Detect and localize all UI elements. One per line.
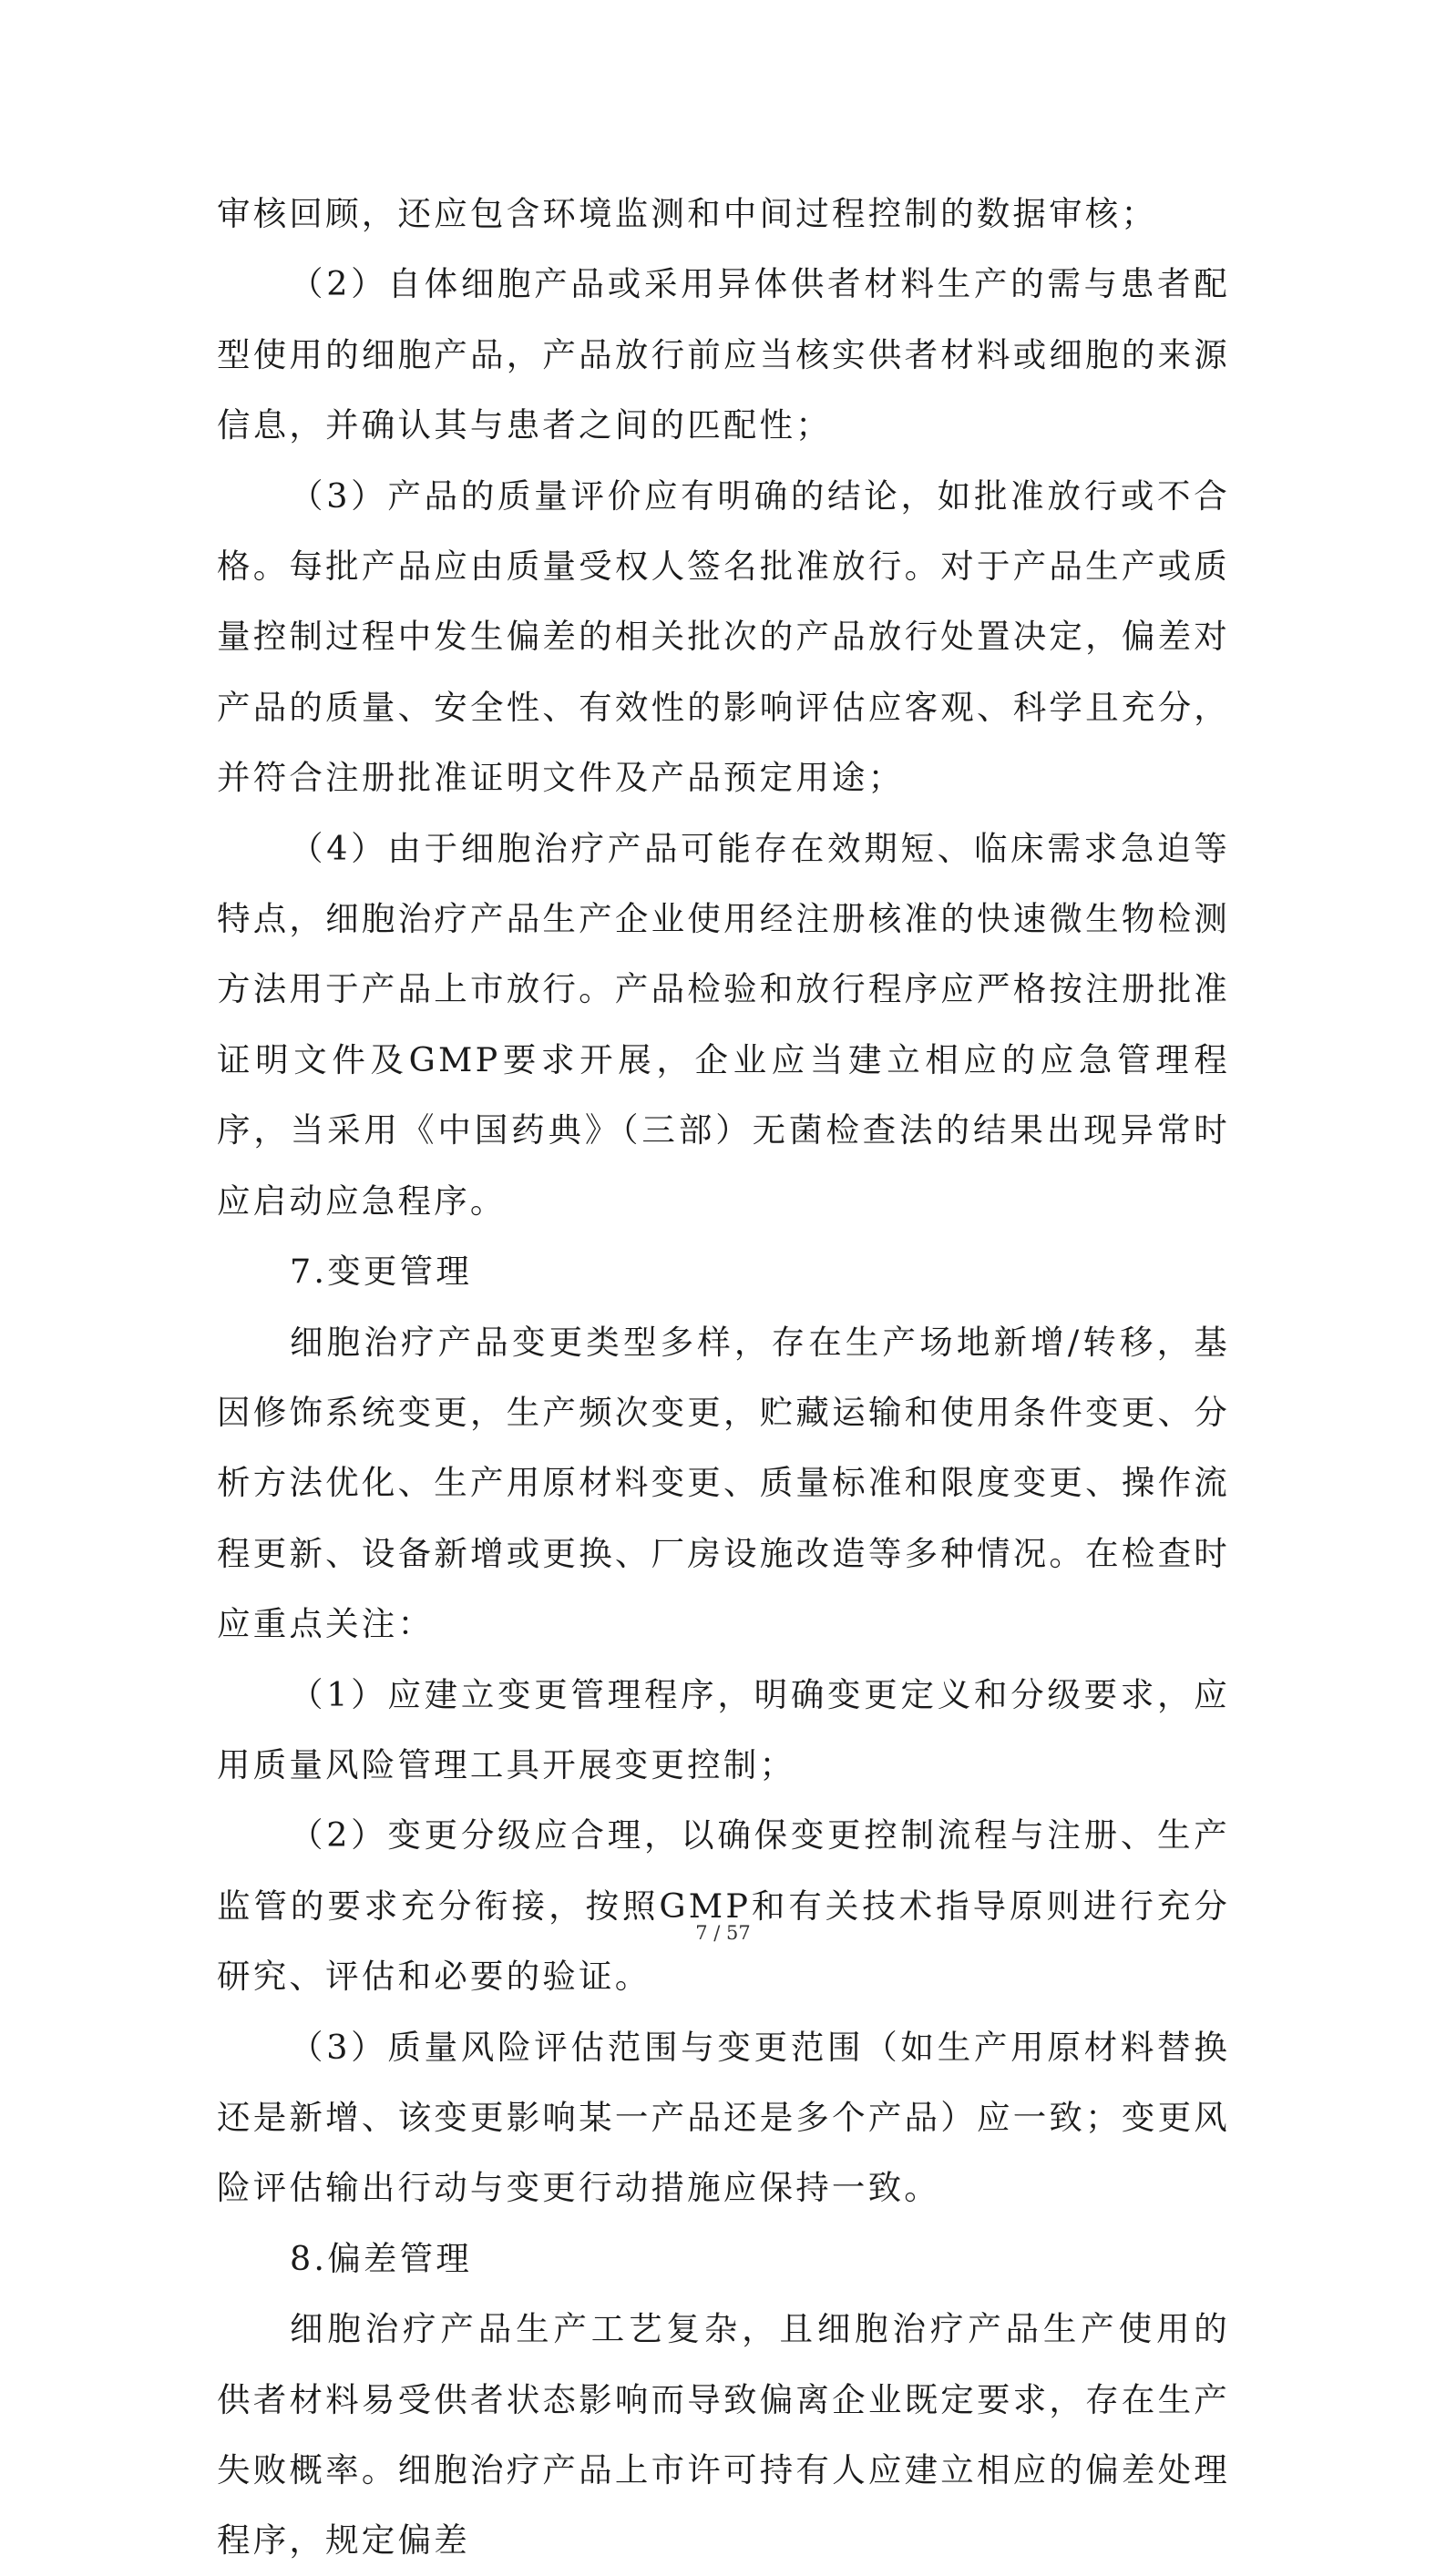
paragraph-change-item-1: （1）应建立变更管理程序，明确变更定义和分级要求，应用质量风险管理工具开展变更控制； <box>217 1674 1230 1784</box>
paragraph-change-item-2: （2）变更分级应合理，以确保变更控制流程与注册、生产监管的要求充分衔接，按照GMP和有关技术指导原则进行充分研究、评估和必要的验证。 <box>217 1815 1230 1997</box>
paragraph-deviation-intro: 细胞治疗产品生产工艺复杂，且细胞治疗产品生产使用的供者材料易受供者状态影响而导致偏离企业既定要求，存在生产失败概率。细胞治疗产品上市许可持有人应建立相应的偏差处理程序，规定偏差 <box>217 2309 1230 2561</box>
section-heading-deviation-management: 8.偏差管理 <box>290 2238 473 2278</box>
document-body <box>217 179 1230 2576</box>
paragraph-item-4: （4）由于细胞治疗产品可能存在效期短、临床需求急迫等特点，细胞治疗产品生产企业使用经注册核准的快速微生物检测方法用于产品上市放行。产品检验和放行程序应严格按注册批准证明文件及GMP要求开展，企业应当建立相应的应急管理程序，当采用《中国药典》（三部）无菌检查法的结果出现异常时应启动应急程序。 <box>217 828 1230 1221</box>
paragraph-change-item-3: （3）质量风险评估范围与变更范围（如生产用原材料替换还是新增、该变更影响某一产品还是多个产品）应一致；变更风险评估输出行动与变更行动措施应保持一致。 <box>217 2027 1230 2208</box>
page-number: 7 / 57 <box>695 1922 751 1944</box>
paragraph-continuation: 审核回顾，还应包含环境监测和中间过程控制的数据审核； <box>217 194 1158 233</box>
paragraph-change-intro: 细胞治疗产品变更类型多样，存在生产场地新增/转移，基因修饰系统变更，生产频次变更，贮藏运输和使用条件变更、分析方法优化、生产用原材料变更、质量标准和限度变更、操作流程更新、设备新增或更换、厂房设施改造等多种情况。在检查时应重点关注： <box>217 1322 1230 1644</box>
paragraph-item-3: （3）产品的质量评价应有明确的结论，如批准放行或不合格。每批产品应由质量受权人签名批准放行。对于产品生产或质量控制过程中发生偏差的相关批次的产品放行处置决定，偏差对产品的质量、安全性、有效性的影响评估应客观、科学且充分，并符合注册批准证明文件及产品预定用途； <box>217 475 1230 798</box>
section-heading-change-management: 7.变更管理 <box>290 1252 473 1292</box>
paragraph-item-2: （2）自体细胞产品或采用异体供者材料生产的需与患者配型使用的细胞产品，产品放行前应当核实供者材料或细胞的来源信息，并确认其与患者之间的匹配性； <box>217 264 1230 445</box>
